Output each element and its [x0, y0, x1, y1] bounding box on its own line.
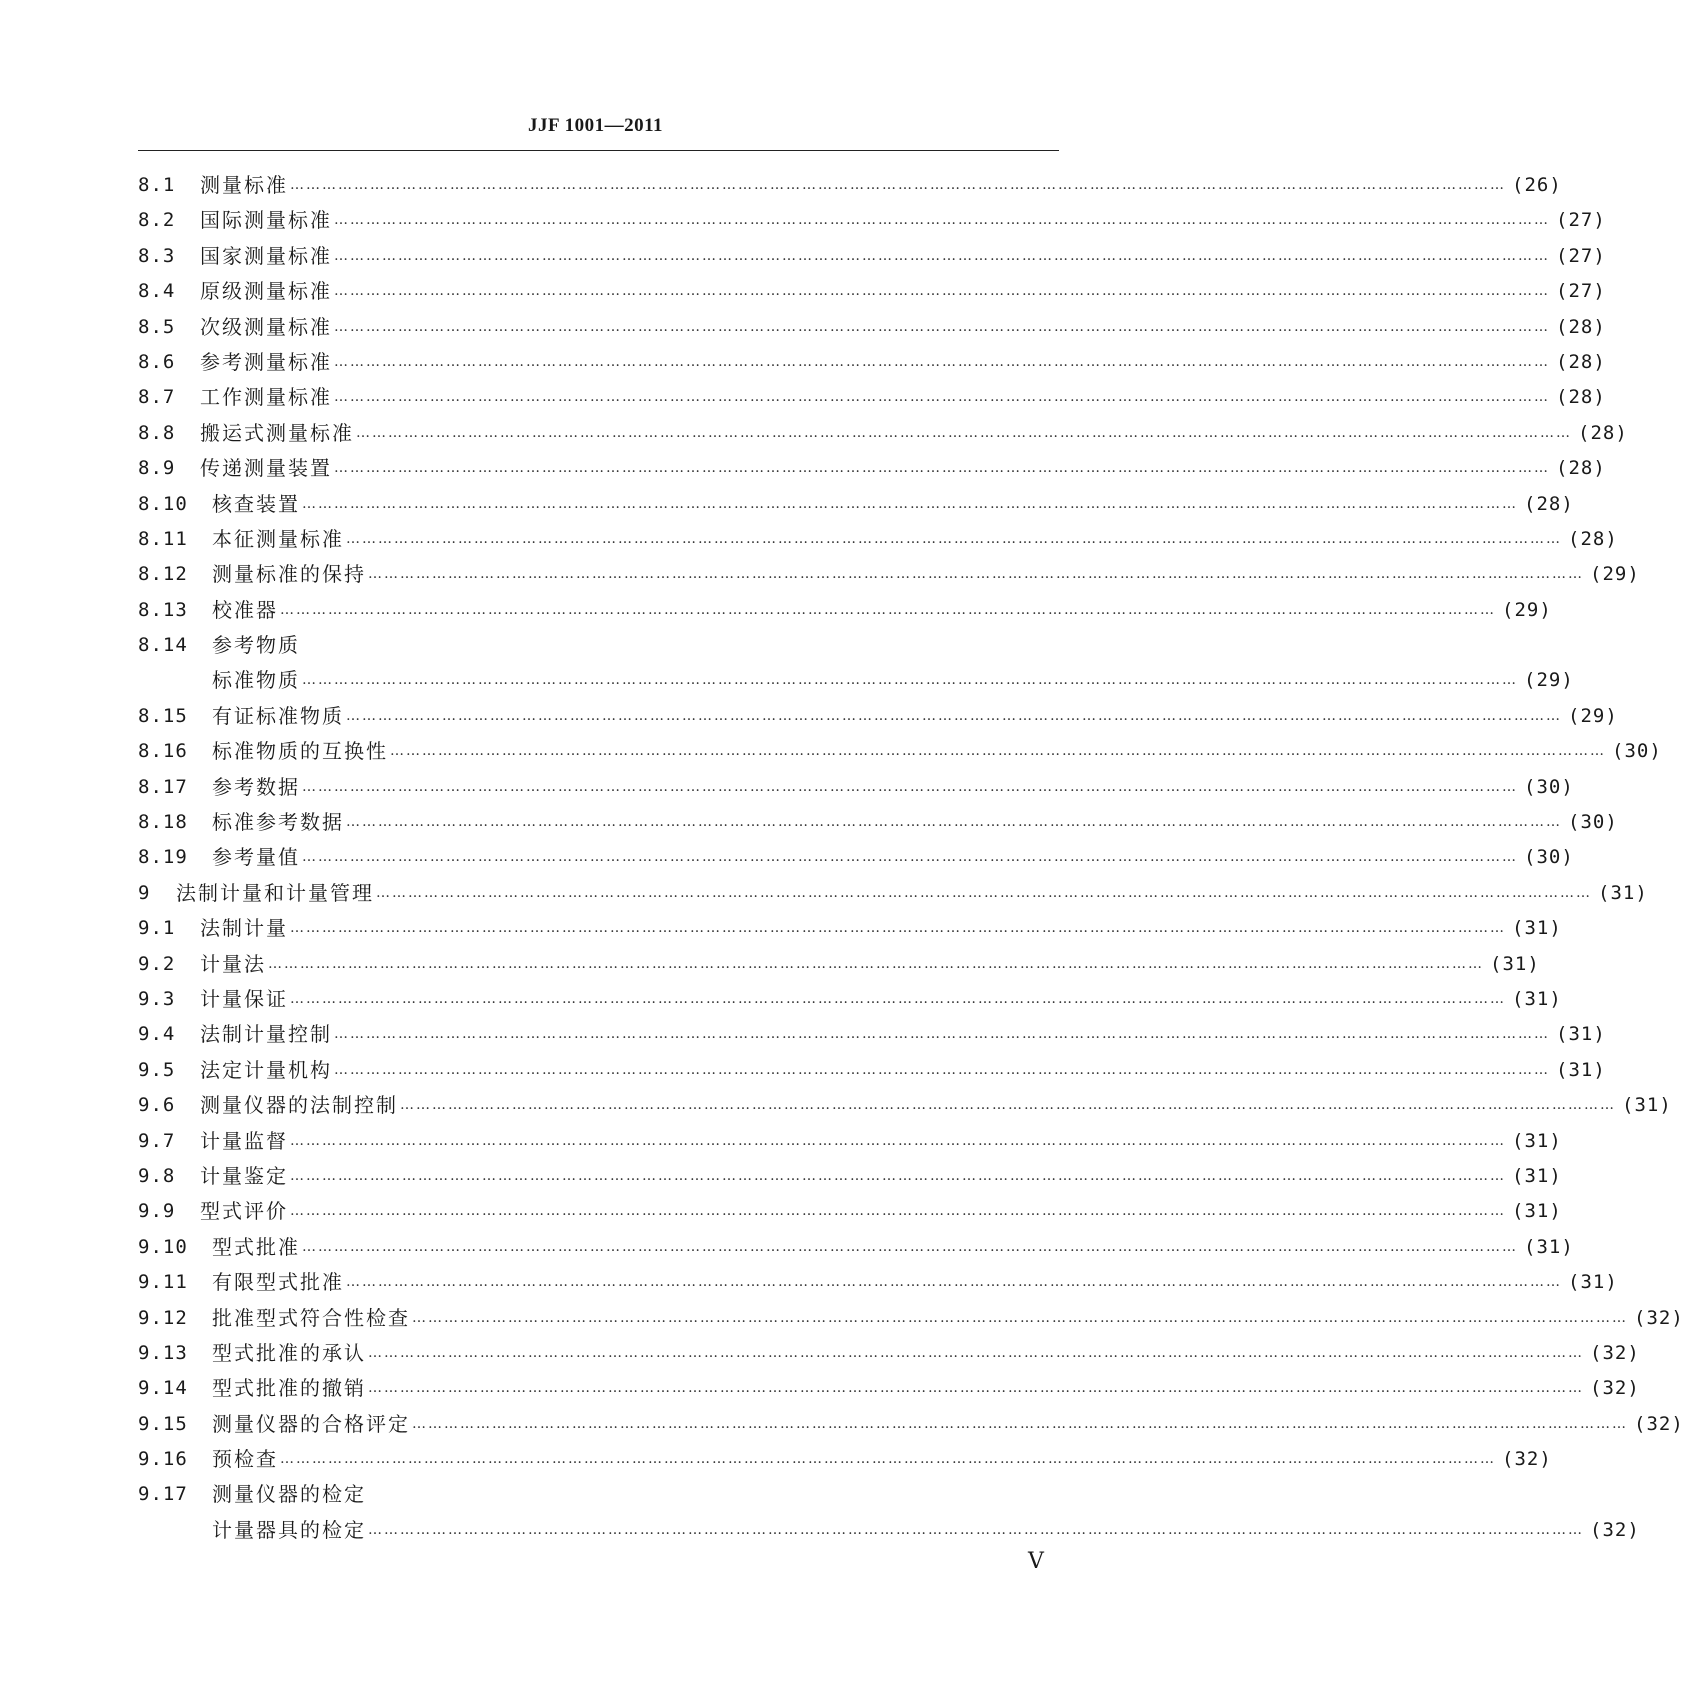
toc-entry-title: 标准物质	[212, 668, 300, 693]
toc-entry-title: 工作测量标准	[200, 385, 332, 410]
toc-entry-number: 8.14	[138, 634, 188, 657]
toc-entry-title: 法制计量	[200, 916, 288, 941]
toc-entry	[138, 1194, 1562, 1229]
toc-entry-number: 8.4	[138, 280, 176, 303]
toc-entry-number: 9.13	[138, 1341, 188, 1364]
toc-entry-number: 9.5	[138, 1058, 176, 1081]
toc-entry-page: (32)	[1590, 1518, 1640, 1541]
toc-entry-page: (29)	[1502, 598, 1552, 621]
toc-entry-number: 8.12	[138, 563, 188, 586]
toc-entry	[138, 1088, 1672, 1123]
toc-dot-leader: …………………………………………………………………………………………………………………………………………………………………………………………………………	[368, 1344, 1584, 1361]
toc-entry-title: 型式批准的承认	[212, 1340, 366, 1365]
toc-entry-number: 8.7	[138, 386, 176, 409]
toc-entry-number: 8.5	[138, 315, 176, 338]
toc-entry-title: 参考量值	[212, 845, 300, 870]
toc-entry-number: 9.7	[138, 1129, 176, 1152]
toc-dot-leader: …………………………………………………………………………………………………………………………………………………………………………………………………………	[376, 884, 1592, 901]
toc-entry-number: 8.1	[138, 174, 176, 196]
toc-entry-number: 9.2	[138, 952, 176, 975]
toc-entry-title: 传递测量装置	[200, 456, 332, 481]
toc-entry-title: 次级测量标准	[200, 314, 332, 339]
toc-entry-page: (31)	[1512, 987, 1562, 1010]
toc-entry	[138, 911, 1562, 946]
toc-dot-leader: …………………………………………………………………………………………………………………………………………………………………………………………………………	[290, 990, 1506, 1007]
toc-entry-page: (30)	[1524, 846, 1574, 869]
toc-entry	[138, 805, 1618, 840]
toc-entry	[138, 1407, 1684, 1442]
toc-entry	[138, 593, 1552, 628]
toc-entry-title: 测量仪器的检定	[212, 1482, 366, 1507]
toc-entry-number: 8.19	[138, 846, 188, 869]
toc-entry-page: (28)	[1578, 421, 1628, 444]
page-number: Ⅴ	[1028, 1548, 1044, 1573]
toc-dot-leader: …………………………………………………………………………………………………………………………………………………………………………………………………………	[368, 566, 1584, 583]
toc-entry-page: (31)	[1512, 1164, 1562, 1187]
toc-entry	[138, 168, 1562, 203]
toc-entry-title: 标准物质的互换性	[212, 739, 388, 764]
toc-entry-page: (27)	[1556, 244, 1606, 267]
toc-entry-number: 9.11	[138, 1271, 188, 1294]
toc-entry-title: 计量法	[200, 951, 266, 976]
toc-dot-leader: …………………………………………………………………………………………………………………………………………………………………………………………………………	[368, 1521, 1584, 1538]
toc-entry	[138, 522, 1618, 557]
toc-dot-leader: …………………………………………………………………………………………………………………………………………………………………………………………………………	[368, 1380, 1584, 1397]
toc-entry-title: 计量鉴定	[200, 1163, 288, 1188]
toc-entry-title: 法制计量和计量管理	[176, 880, 374, 905]
toc-entry-number: 9.3	[138, 987, 176, 1010]
toc-entry-number: 8.15	[138, 704, 188, 727]
toc-entry	[138, 1265, 1618, 1300]
toc-entry-title: 参考物质	[212, 633, 300, 658]
toc-entry-title: 参考数据	[212, 774, 300, 799]
toc-entry-number: 9.4	[138, 1023, 176, 1046]
toc-entry	[138, 380, 1606, 415]
toc-entry-number: 9.9	[138, 1200, 176, 1223]
toc-entry-number: 9.14	[138, 1377, 188, 1400]
toc-entry-number: 8.13	[138, 598, 188, 621]
table-of-contents	[138, 168, 1684, 1548]
toc-dot-leader: …………………………………………………………………………………………………………………………………………………………………………………………………………	[412, 1415, 1628, 1432]
toc-entry	[138, 1017, 1606, 1052]
toc-entry-number: 9.17	[138, 1483, 188, 1506]
toc-entry	[138, 1124, 1562, 1159]
toc-entry-title: 标准参考数据	[212, 810, 344, 835]
toc-entry-page: (31)	[1556, 1058, 1606, 1081]
toc-entry-page: (31)	[1598, 881, 1648, 904]
toc-entry	[138, 1159, 1562, 1194]
toc-entry-page: (29)	[1524, 669, 1574, 692]
toc-dot-leader: …………………………………………………………………………………………………………………………………………………………………………………………………………	[302, 1238, 1518, 1255]
toc-entry	[138, 770, 1574, 805]
toc-entry	[138, 734, 1662, 769]
toc-entry-number: 9.10	[138, 1235, 188, 1258]
toc-entry-page: (31)	[1490, 952, 1540, 975]
toc-dot-leader: …………………………………………………………………………………………………………………………………………………………………………………………………………	[290, 1132, 1506, 1149]
toc-dot-leader: …………………………………………………………………………………………………………………………………………………………………………………………………………	[280, 1451, 1496, 1468]
toc-entry-page: (31)	[1556, 1023, 1606, 1046]
toc-entry	[138, 451, 1606, 486]
toc-entry-page: (32)	[1502, 1448, 1552, 1471]
toc-entry-page: (32)	[1634, 1412, 1684, 1435]
toc-entry	[138, 1513, 1640, 1548]
toc-entry-title: 有证标准物质	[212, 703, 344, 728]
toc-dot-leader: …………………………………………………………………………………………………………………………………………………………………………………………………………	[334, 247, 1550, 264]
toc-dot-leader: …………………………………………………………………………………………………………………………………………………………………………………………………………	[334, 212, 1550, 229]
toc-entry-page: (28)	[1556, 457, 1606, 480]
toc-entry-title: 核查装置	[212, 491, 300, 516]
toc-entry-title: 型式评价	[200, 1199, 288, 1224]
toc-entry	[138, 876, 1648, 911]
toc-entry	[138, 840, 1574, 875]
toc-dot-leader: …………………………………………………………………………………………………………………………………………………………………………………………………………	[290, 920, 1506, 937]
document-code-header: JJF 1001—2011	[527, 115, 664, 136]
toc-entry-page: (32)	[1590, 1377, 1640, 1400]
toc-entry-title: 法制计量控制	[200, 1022, 332, 1047]
toc-entry-title: 国际测量标准	[200, 208, 332, 233]
toc-dot-leader: …………………………………………………………………………………………………………………………………………………………………………………………………………	[412, 1309, 1628, 1326]
toc-entry	[138, 203, 1606, 238]
toc-entry	[138, 416, 1628, 451]
toc-entry-page: (30)	[1524, 775, 1574, 798]
toc-entry-number: 9.6	[138, 1094, 176, 1117]
toc-dot-leader: …………………………………………………………………………………………………………………………………………………………………………………………………………	[346, 530, 1562, 547]
toc-dot-leader: …………………………………………………………………………………………………………………………………………………………………………………………………………	[356, 424, 1572, 441]
toc-entry-number: 9.12	[138, 1306, 188, 1329]
toc-entry-title: 国家测量标准	[200, 243, 332, 268]
toc-entry-title: 法定计量机构	[200, 1057, 332, 1082]
toc-entry	[138, 1336, 1640, 1371]
toc-entry-title: 参考测量标准	[200, 349, 332, 374]
toc-entry-number: 8.18	[138, 811, 188, 834]
toc-entry	[138, 487, 1574, 522]
toc-entry-page: (28)	[1556, 386, 1606, 409]
toc-entry-page: (30)	[1568, 811, 1618, 834]
toc-dot-leader: …………………………………………………………………………………………………………………………………………………………………………………………………………	[346, 814, 1562, 831]
toc-entry-number: 8.3	[138, 244, 176, 267]
toc-entry	[138, 1301, 1684, 1336]
toc-entry-title: 测量仪器的合格评定	[212, 1411, 410, 1436]
toc-dot-leader: …………………………………………………………………………………………………………………………………………………………………………………………………………	[334, 1061, 1550, 1078]
toc-entry	[138, 1230, 1574, 1265]
toc-entry	[138, 1477, 1059, 1512]
toc-dot-leader: …………………………………………………………………………………………………………………………………………………………………………………………………………	[280, 601, 1496, 618]
toc-entry-title: 本征测量标准	[212, 526, 344, 551]
toc-dot-leader: …………………………………………………………………………………………………………………………………………………………………………………………………………	[334, 318, 1550, 335]
toc-entry-number: 8.6	[138, 350, 176, 373]
toc-entry-page: (31)	[1512, 917, 1562, 940]
toc-entry-number: 8.9	[138, 457, 176, 480]
toc-dot-leader: …………………………………………………………………………………………………………………………………………………………………………………………………………	[390, 743, 1606, 760]
toc-entry-title: 原级测量标准	[200, 279, 332, 304]
toc-entry	[138, 982, 1562, 1017]
toc-entry-number: 8.16	[138, 740, 188, 763]
toc-entry	[138, 663, 1574, 698]
toc-entry	[138, 310, 1606, 345]
toc-entry-number: 8.17	[138, 775, 188, 798]
toc-entry-title: 计量保证	[200, 986, 288, 1011]
toc-dot-leader: …………………………………………………………………………………………………………………………………………………………………………………………………………	[290, 1167, 1506, 1184]
toc-entry-page: (32)	[1634, 1306, 1684, 1329]
toc-entry-page: (31)	[1512, 1129, 1562, 1152]
toc-entry-page: (27)	[1556, 280, 1606, 303]
toc-entry	[138, 628, 1059, 663]
toc-dot-leader: …………………………………………………………………………………………………………………………………………………………………………………………………………	[400, 1097, 1616, 1114]
toc-dot-leader: …………………………………………………………………………………………………………………………………………………………………………………………………………	[334, 1026, 1550, 1043]
toc-entry-page: (28)	[1556, 350, 1606, 373]
toc-entry	[138, 1442, 1552, 1477]
toc-entry-title: 型式批准	[212, 1234, 300, 1259]
toc-dot-leader: …………………………………………………………………………………………………………………………………………………………………………………………………………	[334, 389, 1550, 406]
toc-entry-number: 8.2	[138, 209, 176, 232]
toc-dot-leader: …………………………………………………………………………………………………………………………………………………………………………………………………………	[302, 849, 1518, 866]
toc-entry-title: 有限型式批准	[212, 1270, 344, 1295]
toc-entry-number: 8.10	[138, 492, 188, 515]
toc-dot-leader: …………………………………………………………………………………………………………………………………………………………………………………………………………	[302, 672, 1518, 689]
toc-dot-leader: …………………………………………………………………………………………………………………………………………………………………………………………………………	[334, 283, 1550, 300]
toc-entry	[138, 274, 1606, 309]
toc-entry-page: (28)	[1556, 315, 1606, 338]
toc-entry-title: 测量仪器的法制控制	[200, 1093, 398, 1118]
toc-entry-page: (31)	[1524, 1235, 1574, 1258]
toc-entry-page: (31)	[1622, 1094, 1672, 1117]
toc-entry	[138, 1371, 1640, 1406]
toc-entry-number: 9.8	[138, 1164, 176, 1187]
toc-entry-title: 测量标准	[200, 173, 288, 197]
toc-dot-leader: …………………………………………………………………………………………………………………………………………………………………………………………………………	[334, 353, 1550, 370]
toc-entry-page: (30)	[1612, 740, 1662, 763]
toc-entry-page: (26)	[1512, 174, 1562, 196]
toc-entry-title: 预检查	[212, 1447, 278, 1472]
toc-entry-page: (29)	[1590, 563, 1640, 586]
toc-entry-title: 批准型式符合性检查	[212, 1305, 410, 1330]
toc-entry-page: (27)	[1556, 209, 1606, 232]
toc-dot-leader: …………………………………………………………………………………………………………………………………………………………………………………………………………	[346, 1274, 1562, 1291]
toc-entry-number: 9	[138, 881, 151, 904]
toc-dot-leader: …………………………………………………………………………………………………………………………………………………………………………………………………………	[302, 778, 1518, 795]
toc-dot-leader: …………………………………………………………………………………………………………………………………………………………………………………………………………	[346, 707, 1562, 724]
toc-entry-title: 校准器	[212, 597, 278, 622]
toc-dot-leader: …………………………………………………………………………………………………………………………………………………………………………………………………………	[268, 955, 1484, 972]
toc-entry-title: 计量监督	[200, 1128, 288, 1153]
toc-entry	[138, 947, 1540, 982]
toc-dot-leader: …………………………………………………………………………………………………………………………………………………………………………………………………………	[290, 177, 1506, 193]
toc-dot-leader: …………………………………………………………………………………………………………………………………………………………………………………………………………	[302, 495, 1518, 512]
toc-entry-number: 8.11	[138, 527, 188, 550]
toc-entry-page: (28)	[1568, 527, 1618, 550]
toc-entry-page: (32)	[1590, 1341, 1640, 1364]
toc-entry	[138, 557, 1640, 592]
toc-entry	[138, 1053, 1606, 1088]
toc-entry-number: 8.8	[138, 421, 176, 444]
toc-entry-title: 测量标准的保持	[212, 562, 366, 587]
toc-entry-page: (29)	[1568, 704, 1618, 727]
toc-entry-title: 型式批准的撤销	[212, 1376, 366, 1401]
toc-entry-number: 9.1	[138, 917, 176, 940]
toc-entry-number: 9.16	[138, 1448, 188, 1471]
toc-entry-title: 计量器具的检定	[212, 1517, 366, 1542]
toc-dot-leader: …………………………………………………………………………………………………………………………………………………………………………………………………………	[334, 460, 1550, 477]
toc-entry-page: (31)	[1568, 1271, 1618, 1294]
toc-entry-title: 搬运式测量标准	[200, 420, 354, 445]
toc-dot-leader: …………………………………………………………………………………………………………………………………………………………………………………………………………	[290, 1203, 1506, 1220]
toc-entry-page: (28)	[1524, 492, 1574, 515]
toc-entry-number: 9.15	[138, 1412, 188, 1435]
toc-entry	[138, 699, 1618, 734]
toc-entry	[138, 345, 1606, 380]
header-rule	[138, 150, 1059, 151]
toc-entry-page: (31)	[1512, 1200, 1562, 1223]
toc-entry	[138, 239, 1606, 274]
